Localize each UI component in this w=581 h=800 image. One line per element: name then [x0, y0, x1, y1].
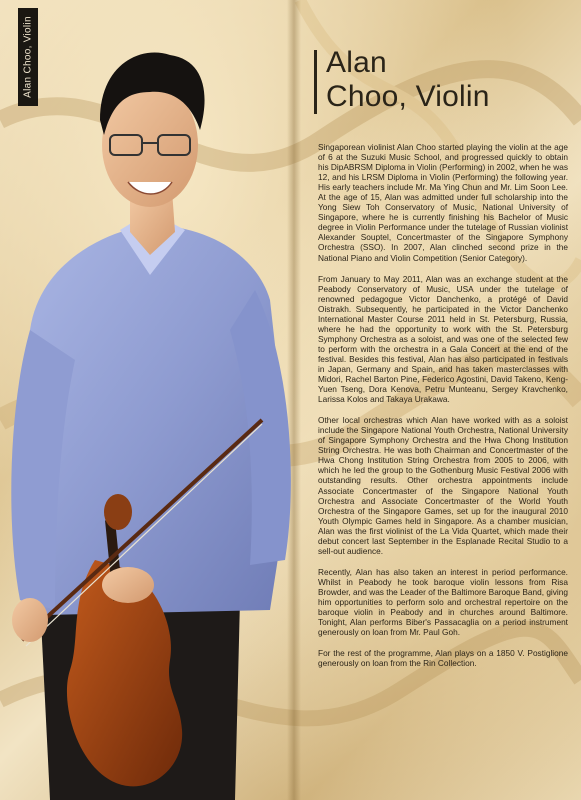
biography-paragraph-5: For the rest of the programme, Alan plays on a 1850 V. Postiglione generously on loan from the Rin Collection. — [318, 648, 568, 669]
page-title — [326, 46, 566, 114]
side-tab-label: Alan Choo, Violin — [22, 16, 34, 98]
title-line-1: Alan — [326, 46, 387, 79]
section-side-tab — [18, 8, 38, 106]
biography-paragraph-2: From January to May 2011, Alan was an exchange student at the Peabody Conservatory of Music, USA under the tutelage of renowned pedagogue Victor Danchenko, a protégé of David Oistrakh. Subsequently, he participated in the Victor Danchenko International Master Course 2011 held in St. Petersburg, Russia, where he had the opportunity to work with the St. Petersburg Symphony Orchestra as a soloist, and was one of the selected few to perform with the orchestra in a Gala Concert at the end of the festival. Besides this festival, Alan has also participated in festivals in Japan, Germany and Spain, and has taken masterclasses with Midori, Rachel Barton Pine, Federico Agostini, David Takeno, Keng-Yuen Tseng, Dora Kenova, Petru Munteanu, Sergey Kravchenko, Larissa Kolos and Takaya Urakawa. — [318, 273, 568, 405]
title-accent-bar — [314, 50, 317, 114]
biography-text — [318, 142, 568, 668]
biography-paragraph-1: Singaporean violinist Alan Choo started playing the violin at the age of 6 at the Suzuki Music School, and progressed quickly to obtain his DipABRSM Diploma in Violin (Performing) in 2002, when he was 12, and his LRSM Diploma in Violin (Performing) the following year. His early teachers include Mr. Ma Ying Chun and Mr. Lim Soon Lee. At the age of 15, Alan was admitted under full scholarship into the Yong Siew Toh Conservatory of Music, National University of Singapore, where he is currently finishing his Bachelor of Music degree in Violin Performance under the tutelage of Russian violinist Alexander Souptel, Concertmaster of the Singapore Symphony Orchestra (SSO). In 2007, Alan clinched second prize in the National Piano and Violin Competition (Senior Category). — [318, 142, 568, 263]
title-line-2: Choo, Violin — [326, 80, 490, 113]
biography-paragraph-4: Recently, Alan has also taken an interest in period performance. Whilst in Peabody he took baroque violin lessons from Risa Browder, and was the Leader of the Baltimore Baroque Band, giving him opportunities to perform solo and orchestral repertoire on the baroque violin in Peabody and in churches around Baltimore. Tonight, Alan performs Biber's Passacaglia on a period instrument generously on loan from Mr. Paul Goh. — [318, 566, 568, 638]
biography-paragraph-3: Other local orchestras which Alan have worked with as a soloist include the Singapore National Youth Orchestra, National University of Singapore Symphony Orchestra and the Hwa Chong Institution String Orchestra. He was both Chairman and Concertmaster of the Hwa Chong Institution String Orchestra from 2005 to 2006, with which he led the group to the Gothenburg Music Festival 2006 with outstanding results. Other orchestra appointments include Associate Concertmaster of the Singapore National Youth Orchestra and Associate Concertmaster of the World Youth Orchestra of the Singapore Games, set up for the inaugural 2010 Youth Olympic Games held in Singapore. As a chamber musician, Alan was the first violinist of the La Vida Quartet, which made their debut concert last September in the Esplanade Recital Studio to a sell-out audience. — [318, 415, 568, 556]
